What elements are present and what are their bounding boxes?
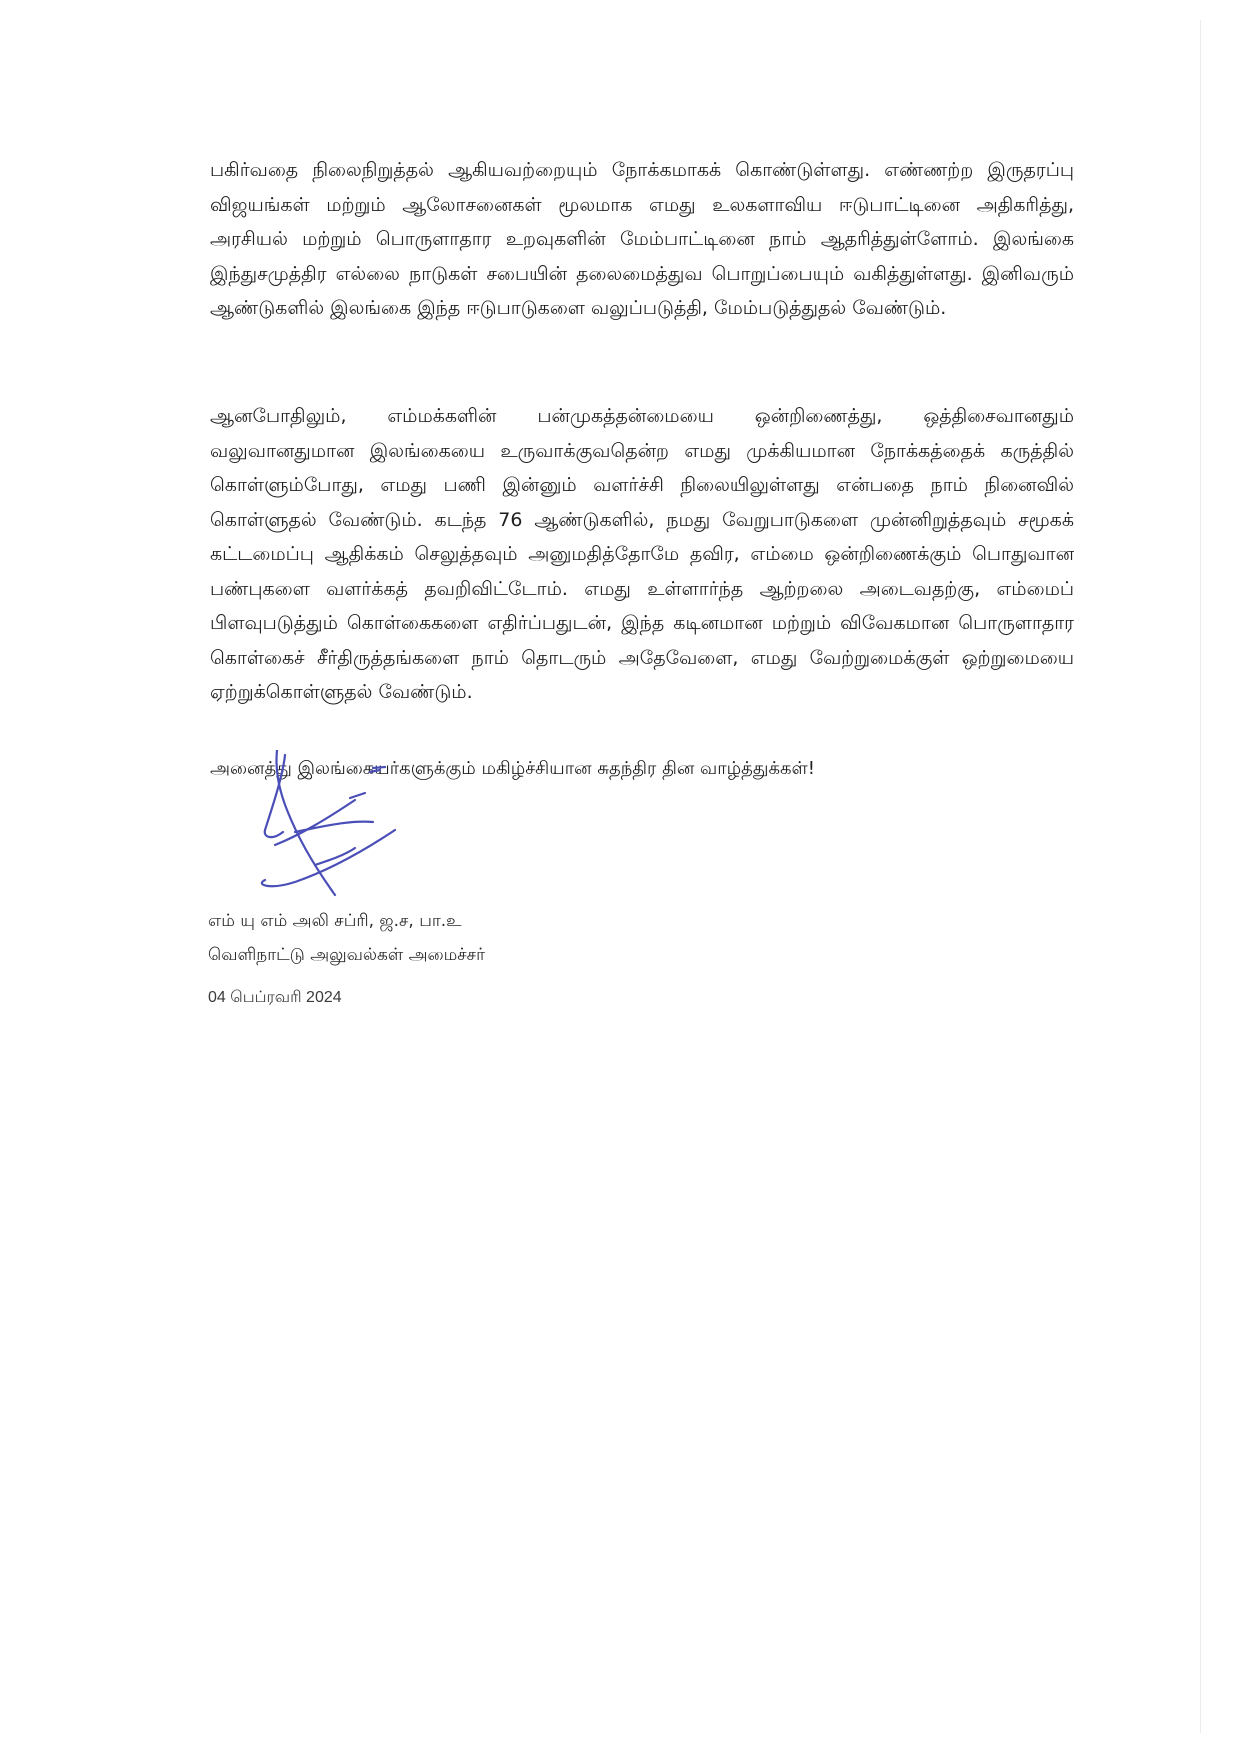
paragraph-1: பகிர்வதை நிலைநிறுத்தல் ஆகியவற்றையும் நோக்கமாகக் கொண்டுள்ளது. எண்ணற்ற இருதரப்பு விஜயங்கள் மற்றும் ஆலோசனைகள் மூலமாக எமது உலகளாவிய ஈடுபாட்டினை அதிகரித்து, அரசியல் மற்றும் பொருளாதார உறவுகளின் மேம்பாட்டினை நாம் ஆதரித்துள்ளோம். இலங்கை இந்துசமுத்திர எல்லை நாடுகள் சபையின் தலைமைத்துவ பொறுப்பையும் வகித்துள்ளது. இனிவரும் ஆண்டுகளில் இலங்கை இந்த ஈடுபாடுகளை வலுப்படுத்தி, மேம்படுத்துதல் வேண்டும். [210,159,1075,319]
page-edge-line [1200,20,1201,1733]
paragraph-2: ஆனபோதிலும், எம்மக்களின் பன்முகத்தன்மையை ஒன்றிணைத்து, ஒத்திசைவானதும் வலுவானதுமான இலங்கையை உருவாக்குவதென்ற எமது முக்கியமான நோக்கத்தைக் கருத்தில் கொள்ளும்போது, எமது பணி இன்னும் வளர்ச்சி நிலையிலுள்ளது என்பதை நாம் நினைவில் கொள்ளுதல் வேண்டும். கடந்த 76 ஆண்டுகளில், நமது வேறுபாடுகளை முன்னிறுத்தவும் சமூகக் கட்டமைப்பு ஆதிக்கம் செலுத்தவும் அனுமதித்தோமே தவிர, எம்மை ஒன்றிணைக்கும் பொதுவான பண்புகளை வளர்க்கத் தவறிவிட்டோம். எமது உள்ளார்ந்த ஆற்றலை அடைவதற்கு, எம்மைப் பிளவுபடுத்தும் கொள்கைகளை எதிர்ப்பதுடன், இந்த கடினமான மற்றும் விவேகமான பொருளாதார கொள்கைச் சீர்திருத்தங்களை நாம் தொடரும் அதேவேளை, எமது வேற்றுமைக்குள் ஒற்றுமையை ஏற்றுக்கொள்ளுதல் வேண்டும். [210,405,1074,703]
letter-date: 04 பெப்ரவரி 2024 [208,989,342,1006]
greeting-line: அனைத்து இலங்கையர்களுக்கும் மகிழ்ச்சியான சுதந்திர தின வாழ்த்துக்கள்! [210,758,815,779]
signature-icon [255,750,425,910]
signatory-title: வெளிநாட்டு அலுவல்கள் அமைச்சர் [208,945,485,965]
signatory-name: எம் யு எம் அலி சப்ரி, ஜ.ச, பா.உ [208,911,462,931]
